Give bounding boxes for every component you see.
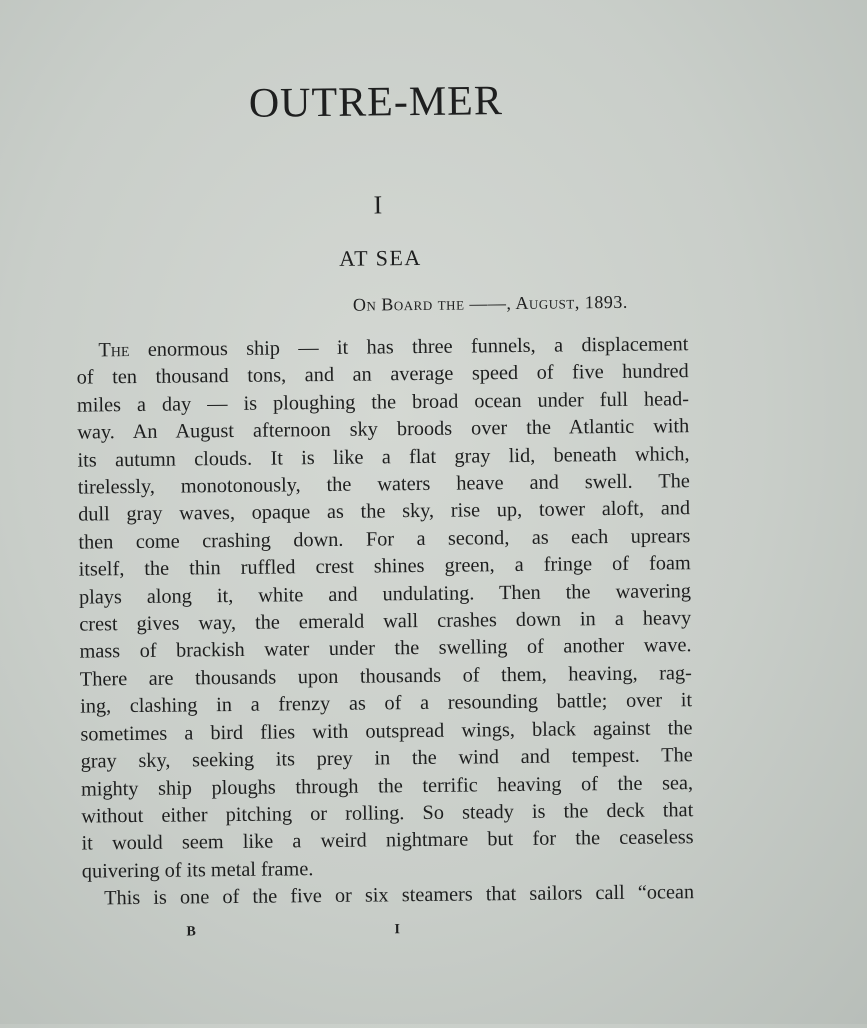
text-line: miles a day — is ploughing the broad ocean under full head- [76,387,690,417]
text-line: ing, clashing in a frenzy as of a resounding battle; over it [80,689,693,718]
text-line: tirelessly, monotonously, the waters heave and swell. The [77,470,690,499]
text-line: then come crashing down. For a second, as each uprears [78,525,691,554]
text-line: This is one of the five or six steamers that sailors call “ocean [104,881,695,910]
page-number: I [394,922,401,938]
signature-mark: B [186,924,196,940]
chapter-number: I [373,190,383,220]
text-line: mass of brackish water under the swelling of another wave. [79,634,692,664]
text-line-content: enormous ship — it has three funnels, a displacement [129,333,689,362]
text-line: itself, the thin ruffled crest shines green, a fringe of foam [78,552,691,581]
lead-word: The [98,339,130,362]
text-line: plays along it, white and undulating. Then the wavering [78,579,692,609]
dateline: On Board the ——, August, 1893. [352,291,628,315]
chapter-title: AT SEA [339,244,422,271]
text-line: sometimes a bird flies with outspread wings, black against the [80,716,693,746]
book-title: OUTRE-MER [248,78,504,127]
text-line: its autumn clouds. It is like a flat gray lid, beneath which, [77,442,690,472]
text-line: it would seem like a weird nightmare but for the ceaseless [81,826,694,855]
text-line: of ten thousand tons, and an average speed of five hundred [76,360,689,389]
text-line: gray sky, seeking its prey in the wind and tempest. The [80,744,693,773]
body-text [76,331,694,913]
text-line: without either pitching or rolling. So steady is the deck that [81,799,694,828]
text-line: dull gray waves, opaque as the sky, rise up, tower aloft, and [78,497,691,527]
text-line: mighty ship ploughs through the terrific heaving of the sea, [80,771,694,801]
text-line: crest gives way, the emerald wall crashes down in a heavy [79,607,692,636]
text-line: There are thousands upon thousands of them, heaving, rag- [79,662,692,691]
text-line: way. An August afternoon sky broods over the Atlantic with [77,415,690,444]
text-line: quivering of its metal frame. [81,857,314,883]
